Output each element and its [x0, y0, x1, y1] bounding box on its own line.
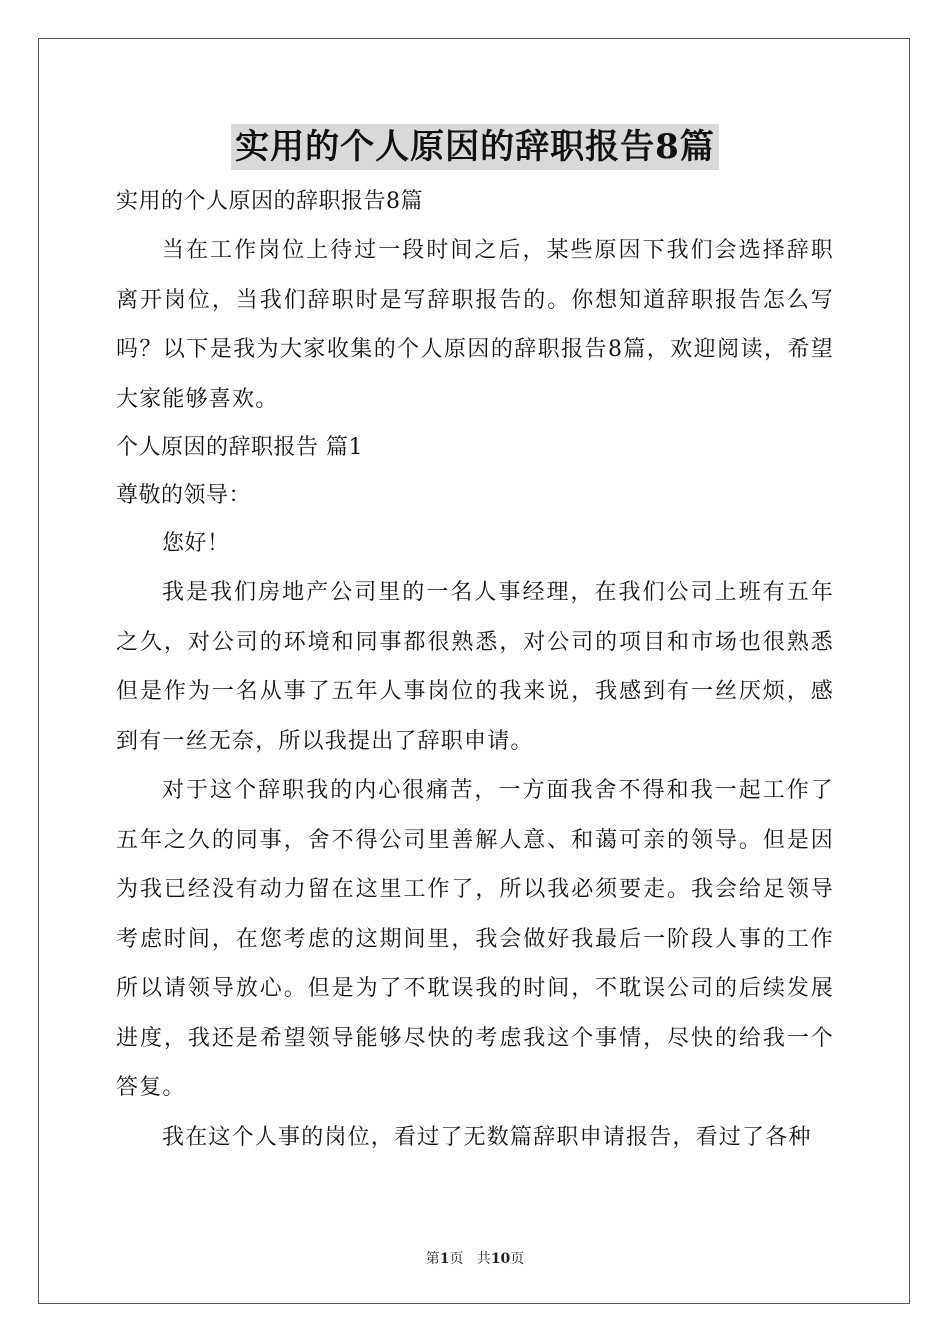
section-heading: 个人原因的辞职报告 篇1: [116, 435, 363, 460]
page-footer: [0, 1248, 950, 1268]
page-prefix: 第: [425, 1251, 440, 1267]
greeting: 您好！: [162, 531, 230, 556]
body-paragraph: 对于这个辞职我的内心很痛苦，一方面我舍不得和我一起工作了五年之久的同事，舍不得公司里善解人意、和蔼可亲的领导。但是因为我已经没有动力留在这里工作了，所以我必须要走。我会给足领导考虑时间，在您考虑的这期间里，我会做好我最后一阶段人事的工作所以请领导放心。但是为了不耽误我的时间，不耽误公司的后续发展进度，我还是希望领导能够尽快的考虑我这个事情，尽快的给我一个答复。: [116, 778, 834, 1100]
title-container: [0, 124, 950, 170]
body-paragraph: 我在这个人事的岗位，看过了无数篇辞职申请报告，看过了各种: [162, 1124, 812, 1150]
page-mid: 页 共: [449, 1251, 491, 1267]
document-body: [116, 178, 834, 1162]
page-total: 10: [490, 1251, 511, 1267]
intro-paragraph: 当在工作岗位上待过一段时间之后，某些原因下我们会选择辞职离开岗位，当我们辞职时是写辞职报告的。你想知道辞职报告怎么写吗？以下是我为大家收集的个人原因的辞职报告8篇，欢迎阅读，希望大家能够喜欢。: [116, 238, 834, 412]
document-subtitle: 实用的个人原因的辞职报告8篇: [116, 189, 423, 214]
page-current: 1: [439, 1251, 450, 1267]
salutation: 尊敬的领导：: [116, 483, 252, 508]
page-suffix: 页: [510, 1251, 525, 1267]
body-paragraph: 我是我们房地产公司里的一名人事经理，在我们公司上班有五年之久，对公司的环境和同事都很熟悉，对公司的项目和市场也很熟悉但是作为一名从事了五年人事岗位的我来说，我感到有一丝厌烦，感到有一丝无奈，所以我提出了辞职申请。: [116, 580, 834, 754]
document-title: 实用的个人原因的辞职报告8篇: [231, 124, 719, 170]
